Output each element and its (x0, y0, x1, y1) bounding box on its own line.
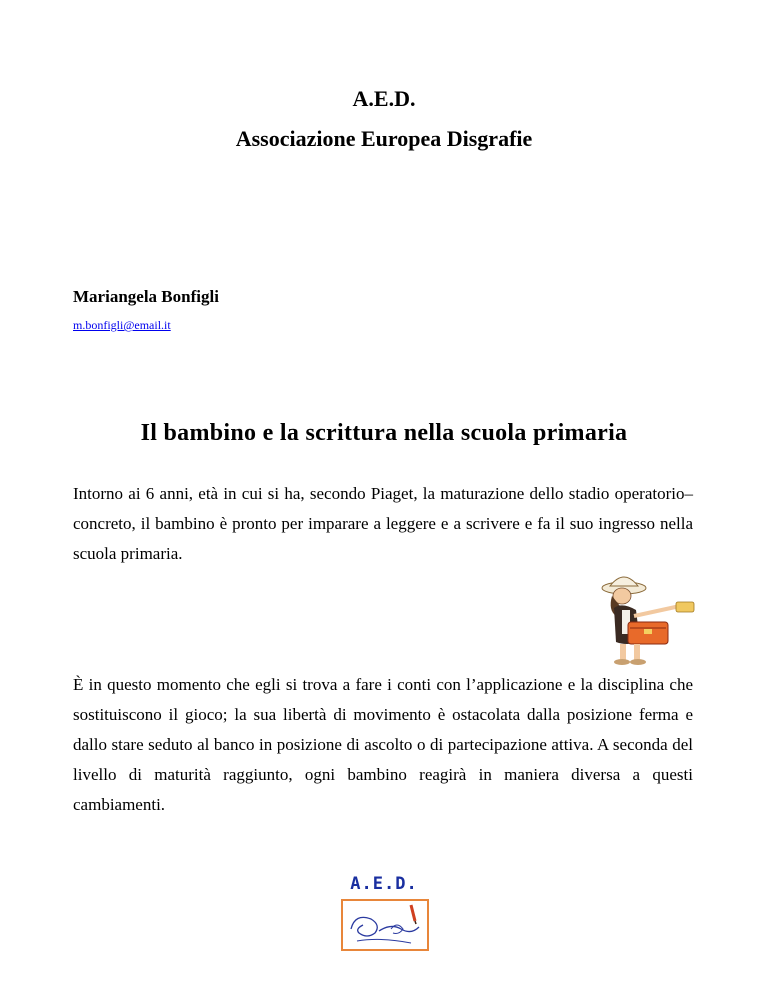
author-email-link[interactable]: m.bonfigli@email.it (73, 318, 171, 332)
aed-logo-icon (341, 899, 429, 951)
organization-name: Associazione Europea Disgrafie (235, 126, 533, 151)
author-name: Mariangela Bonfigli (73, 287, 219, 306)
article-title: Il bambino e la scrittura nella scuola primaria (140, 420, 628, 446)
footer-logo-text: A.E.D. (350, 874, 418, 894)
paragraph-intro: Intorno ai 6 anni, età in cui si ha, secondo Piaget, la maturazione dello stadio operatorio–concreto, il bambino è pronto per imparare a leggere e a scrivere e fa il suo ingresso nella scuola primaria. (73, 484, 693, 563)
organization-abbreviation: A.E.D. (352, 86, 416, 111)
schoolchild-illustration (592, 566, 702, 668)
paragraph-school-changes: È in questo momento che egli si trova a fare i conti con l’applicazione e la disciplina che sostituiscono il gioco; la sua libertà di movimento è ostacolata dalla posizione ferma e dallo stare seduto al banco in posizione di ascolto o di partecipazione attiva. A seconda del livello di maturità raggiunto, ogni bambino reagirà in maniera diversa a questi cambiamenti. (73, 675, 693, 814)
